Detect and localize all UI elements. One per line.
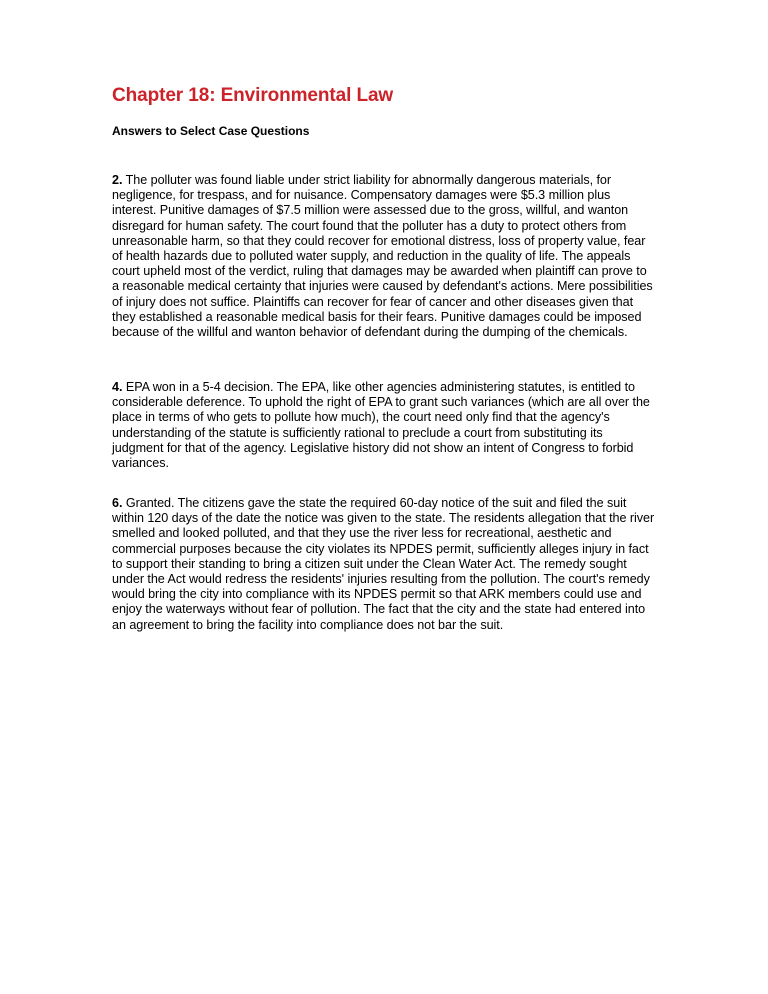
answer-text: Granted. The citizens gave the state the required 60-day notice of the suit and filed the suit within 120 days of the date the notice was given to the state. The residents allegation that the river smelled and looked polluted, and that they use the river less for recreational, aesthetic and commercial purposes because the city violates its NPDES permit, sufficiently alleges injury in fact to support their standing to bring a citizen suit under the Clean Water Act. The remedy sought under the Act would redress the residents' injuries resulting from the pollution. The court's remedy would bring the city into compliance with its NPDES permit so that ARK members could use and enjoy the waterways without fear of pollution. The fact that the city and the state had entered into an agreement to bring the facility into compliance does not bar the suit. xyxy=(112,496,655,632)
answer-text: EPA won in a 5-4 decision. The EPA, like other agencies administering statutes, is entitled to considerable deference. To uphold the right of EPA to grant such variances (which are all over the place in terms of who gets to pollute how much), the court need only find that the agency's understanding of the statute is sufficiently rational to preclude a court from substituting its judgment for that of the agency. Legislative history did not show an intent of Congress to forbid variances. xyxy=(112,380,650,471)
answer-number: 2. xyxy=(112,173,123,187)
chapter-title: Chapter 18: Environmental Law xyxy=(112,85,394,106)
answer-paragraph-2 xyxy=(112,173,657,340)
answer-text: The polluter was found liable under strict liability for abnormally dangerous materials, for negligence, for trespass, and for nuisance. Compensatory damages were $5.3 million plus interest. Punitive damages of $7.5 million were assessed due to the gross, willful, and wanton disregard for human safety. The court found that the polluter has a duty to protect others from unreasonable harm, so that they could recover for emotional distress, loss of property value, fear of health hazards due to polluted water supply, and reduction in the quality of life. The appeals court upheld most of the verdict, ruling that damages may be awarded when plaintiff can prove to a reasonable medical certainty that injuries were caused by defendant's actions. Mere possibilities of injury does not suffice. Plaintiffs can recover for fear of cancer and other diseases given that they established a reasonable medical basis for their fears. Punitive damages could be imposed because of the willful and wanton behavior of defendant during the dumping of the chemicals. xyxy=(112,173,653,340)
section-heading: Answers to Select Case Questions xyxy=(112,124,310,138)
answer-paragraph-4 xyxy=(112,380,657,471)
answer-paragraph-6 xyxy=(112,496,657,633)
answer-number: 4. xyxy=(112,380,123,394)
answer-number: 6. xyxy=(112,496,123,510)
